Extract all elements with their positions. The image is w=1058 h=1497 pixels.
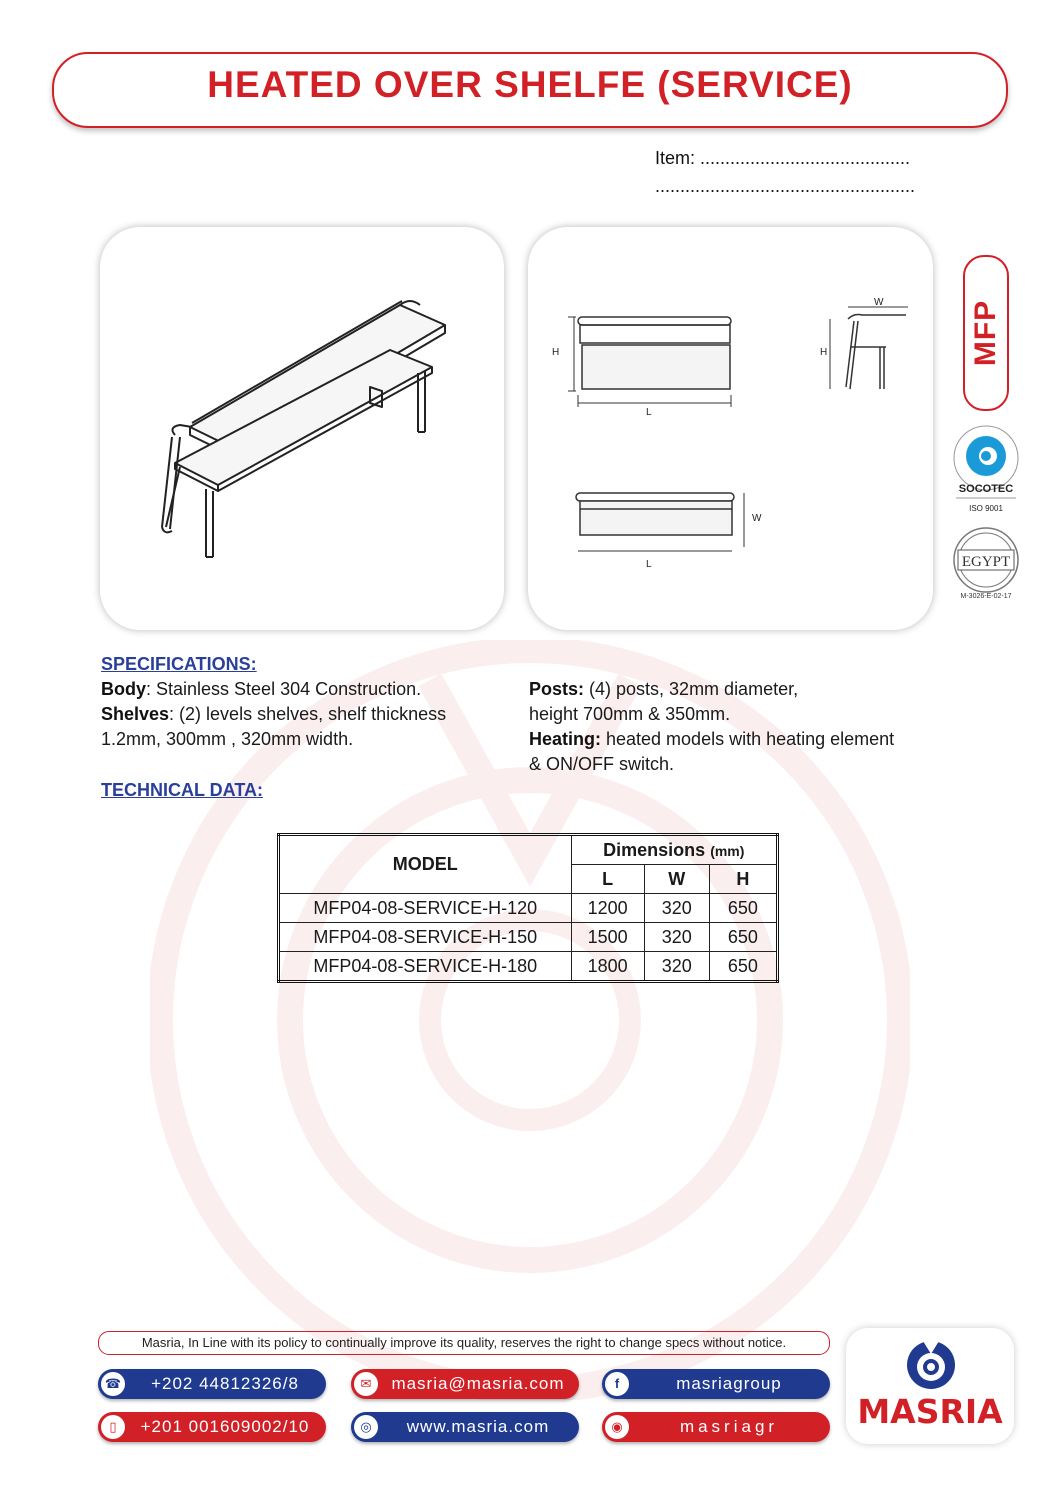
heating-text-2: & ON/OFF switch. <box>529 754 675 774</box>
dim-l-label: L <box>646 407 652 418</box>
specifications-right <box>529 677 949 777</box>
item-field-line2: .................................................... <box>655 176 916 196</box>
technical-drawing-panel <box>528 227 933 630</box>
col-model-header: MODEL <box>279 835 572 894</box>
shelves-label: Shelves <box>101 704 170 724</box>
masria-logo-text: MASRIA <box>857 1392 1003 1431</box>
dim-h-label: H <box>552 347 560 358</box>
policy-notice: Masria, In Line with its policy to continually improve its quality, reserves the right to change specs without notice. <box>98 1331 830 1355</box>
heating-label: Heating: <box>529 729 601 749</box>
body-label: Body <box>101 679 146 699</box>
posts-text: (4) posts, 32mm diameter, <box>584 679 799 699</box>
svg-text:EGYPT: EGYPT <box>961 554 1011 570</box>
envelope-icon: ✉ <box>354 1372 378 1396</box>
facebook-icon: f <box>605 1372 629 1396</box>
posts-text-2: height 700mm & 350mm. <box>529 704 731 724</box>
page-title: HEATED OVER SHELFE (SERVICE) <box>207 64 853 105</box>
product-image-panel <box>100 227 504 630</box>
dim-l-label-top: L <box>646 559 652 570</box>
masria-logo-icon <box>903 1338 959 1390</box>
instagram-link[interactable]: ◉ masriagr <box>602 1412 830 1442</box>
heating-text: heated models with heating element <box>601 729 895 749</box>
table-row: MFP04-08-SERVICE-H-120 1200 320 650 <box>279 894 778 923</box>
svg-text:SOCOTEC: SOCOTEC <box>958 483 1014 495</box>
dim-w-label-side: W <box>874 297 884 308</box>
svg-text:ISO 9001: ISO 9001 <box>969 504 1003 513</box>
socotec-certification-seal <box>946 420 1026 516</box>
category-badge: MFP <box>969 299 1003 367</box>
table-row: MFP04-08-SERVICE-H-180 1800 320 650 <box>279 952 778 982</box>
dimension-drawings <box>528 227 933 630</box>
phone-icon: ☎ <box>101 1372 125 1396</box>
col-w-header: W <box>644 865 709 894</box>
specifications-left <box>101 677 521 752</box>
phone-1-link[interactable]: ☎ +202 44812326/8 <box>98 1369 326 1399</box>
body-text: : Stainless Steel 304 Construction. <box>146 679 422 699</box>
product-isometric-image <box>100 227 504 630</box>
facebook-link[interactable]: f masriagroup <box>602 1369 830 1399</box>
instagram-icon: ◉ <box>605 1415 629 1439</box>
shelves-text-2: 1.2mm, 300mm , 320mm width. <box>101 729 354 749</box>
col-l-header: L <box>571 865 644 894</box>
col-h-header: H <box>709 865 777 894</box>
shelves-text: : (2) levels shelves, shelf thickness <box>169 704 447 724</box>
dim-w-label-top: W <box>752 513 762 524</box>
email-link[interactable]: ✉ masria@masria.com <box>351 1369 579 1399</box>
technical-data-table <box>277 833 779 983</box>
mobile-icon: ▯ <box>101 1415 125 1439</box>
specifications-heading: SPECIFICATIONS: <box>101 654 257 674</box>
item-field: Item: .......................................... <box>655 148 911 168</box>
posts-label: Posts: <box>529 679 585 699</box>
table-row: MFP04-08-SERVICE-H-150 1500 320 650 <box>279 923 778 952</box>
phone-2-link[interactable]: ▯ +201 001609002/10 <box>98 1412 326 1442</box>
svg-text:M-3026-E-02-17: M-3026-E-02-17 <box>960 593 1012 600</box>
website-link[interactable]: ◎ www.masria.com <box>351 1412 579 1442</box>
col-dimensions-header: Dimensions (mm) <box>571 835 777 865</box>
dim-h-label-side: H <box>820 347 828 358</box>
technical-data-heading: TECHNICAL DATA: <box>101 780 263 800</box>
globe-icon: ◎ <box>354 1415 378 1439</box>
egypt-certification-seal <box>946 526 1026 600</box>
